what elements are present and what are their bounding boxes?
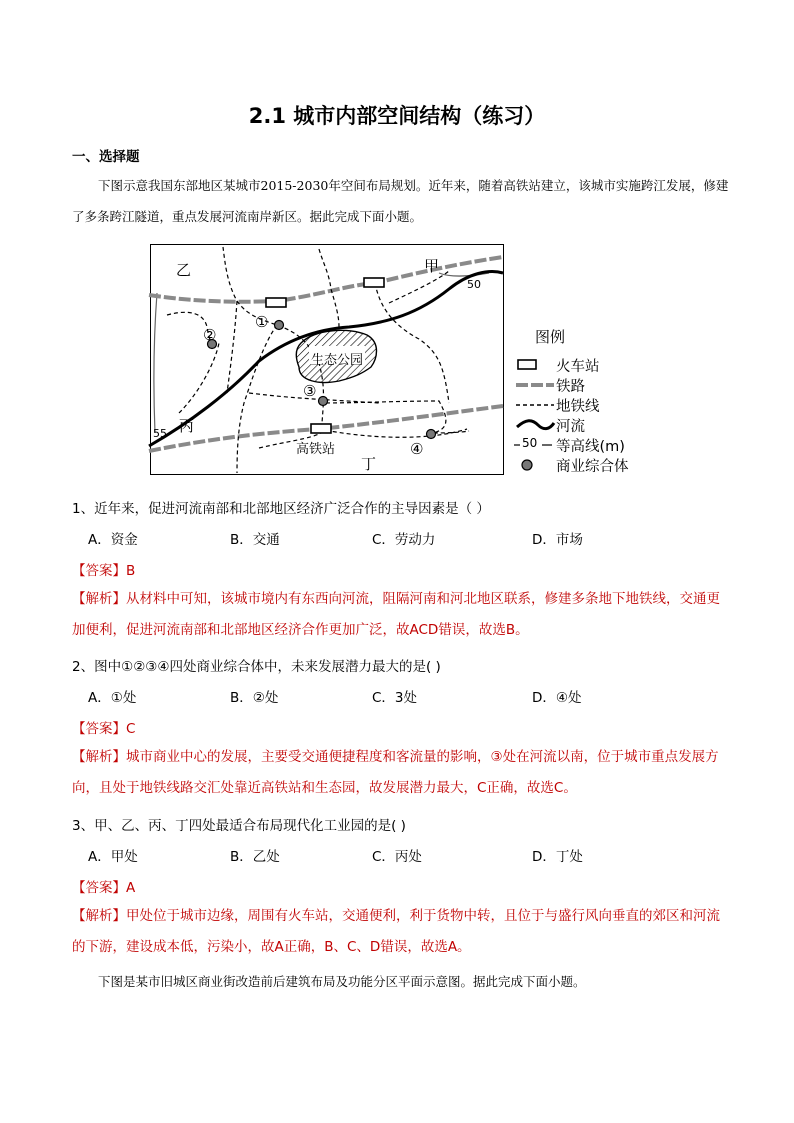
- question-1-option-b: B．交通: [230, 532, 280, 548]
- question-3-stem: 3、甲、乙、丙、丁四处最适合布局现代化工业园的是( ): [72, 818, 406, 834]
- question-3-answer: 【答案】A: [72, 880, 136, 896]
- map-label-yi: 乙: [176, 261, 192, 279]
- commercial-complex-1: [275, 321, 284, 330]
- map-label-marker-2: ②: [203, 326, 217, 344]
- question-1-option-a: A．资金: [88, 532, 138, 548]
- question-2-answer: 【答案】C: [72, 721, 136, 737]
- question-3-option-c: C．丙处: [372, 849, 422, 865]
- map-label-marker-3: ③: [303, 382, 317, 400]
- question-3-option-b: B．乙处: [230, 849, 280, 865]
- railway-north: [149, 257, 503, 302]
- map-label-ding: 丁: [361, 455, 377, 473]
- legend-item-river: 河流: [514, 415, 585, 435]
- map-label-marker-1: ①: [255, 313, 269, 331]
- question-1-answer: 【答案】B: [72, 563, 136, 579]
- train-station-2: [364, 278, 384, 287]
- section-heading: 一、选择题: [72, 149, 140, 165]
- map-label-eco-park: 生态公园: [311, 353, 364, 368]
- question-1-stem: 1、近年来，促进河流南部和北部地区经济广泛合作的主导因素是（ ）: [72, 501, 490, 517]
- question-3-option-a: A．甲处: [88, 849, 138, 865]
- map-label-bing: 丙: [179, 417, 195, 435]
- map-label-jia: 甲: [424, 257, 440, 275]
- map-label-contour-55: 55: [153, 427, 167, 440]
- legend-item-metro: 地铁线: [556, 398, 600, 415]
- question-1-option-d: D．市场: [532, 532, 583, 548]
- intro-paragraph-2: 下图是某市旧城区商业街改造前后建筑布局及功能分区平面示意图。据此完成下面小题。: [98, 974, 586, 989]
- legend-item-commercial: 商业综合体: [514, 455, 629, 475]
- map-label-contour-50: 50: [467, 278, 481, 291]
- question-2-option-c: C．3处: [372, 690, 418, 706]
- high-speed-rail-station: [311, 424, 331, 433]
- question-2-option-b: B．②处: [230, 690, 279, 706]
- question-2-explanation: 【解析】城市商业中心的发展，主要受交通便捷程度和客流量的影响，③处在河流以南，位于城市重点发展方向，且处于地铁线路交汇处靠近高铁站和生态园，故发展潜力最大，C正确，故选C。: [72, 749, 719, 796]
- legend-item-railway: 铁路: [556, 378, 585, 395]
- legend-item-contour: 50 等高线(m): [522, 436, 625, 455]
- legend-title: 图例: [535, 328, 566, 346]
- page-title: 2.1 城市内部空间结构（练习）: [248, 104, 546, 128]
- map-label-hsr-station: 高铁站: [296, 442, 336, 457]
- question-2-option-a: A．①处: [88, 690, 137, 706]
- city-layout-map: [150, 244, 504, 475]
- question-1-option-c: C．劳动力: [372, 532, 436, 548]
- map-label-marker-4: ④: [410, 440, 424, 458]
- intro-paragraph-1: 下图示意我国东部地区某城市2015-2030年空间布局规划。近年来，随着高铁站建立，该城市实施跨江发展，修建了多条跨江隧道，重点发展河流南岸新区。据此完成下面小题。: [72, 178, 729, 224]
- train-station-1: [266, 298, 286, 307]
- question-2-stem: 2、图中①②③④四处商业综合体中，未来发展潜力最大的是( ): [72, 659, 441, 675]
- question-3-explanation: 【解析】甲处位于城市边缘，周围有火车站，交通便利，利于货物中转，且位于与盛行风向垂直的郊区和河流的下游，建设成本低，污染小，故A正确，B、C、D错误，故选A。: [72, 908, 720, 955]
- question-1-explanation: 【解析】从材料中可知，该城市境内有东西向河流，阻隔河南和河北地区联系，修建多条地下地铁线，交通更加便利，促进河流南部和北部地区经济合作更加广泛，故ACD错误，故选B。: [72, 591, 720, 638]
- contour-line-55: [154, 293, 157, 433]
- legend-item-train-station: 火车站: [514, 355, 600, 375]
- commercial-complex-3: [319, 397, 328, 406]
- question-2-option-d: D．④处: [532, 690, 582, 706]
- question-3-option-d: D．丁处: [532, 849, 583, 865]
- commercial-complex-4: [427, 430, 436, 439]
